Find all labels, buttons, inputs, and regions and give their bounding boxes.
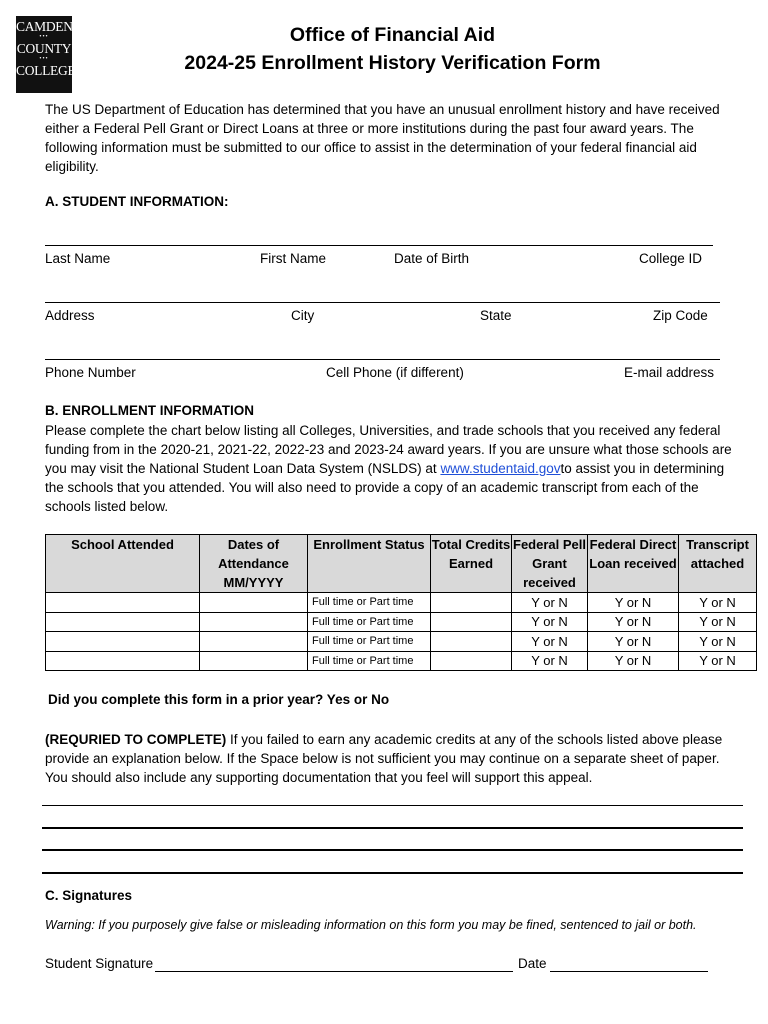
last-name-label: Last Name [45,251,111,266]
logo-text-college: COLLEGE [16,63,76,78]
warning-text: Warning: If you purposely give false or misleading information on this form you may be fined, sentenced to jail or both. [45,918,697,932]
transcript-cell[interactable]: Y or N [679,632,757,652]
section-b-heading: B. ENROLLMENT INFORMATION [45,403,254,418]
student-signature-label: Student Signature [45,956,154,971]
zip-code-label: Zip Code [653,308,708,323]
table-header-row [46,535,757,593]
credits-cell[interactable] [431,651,512,671]
direct-loan-cell[interactable]: Y or N [588,593,679,613]
table-row [46,612,757,632]
logo-dots: ••• [39,34,49,40]
direct-loan-cell[interactable]: Y or N [588,651,679,671]
date-of-birth-label: Date of Birth [394,251,470,266]
student-info-line-2[interactable] [45,302,720,303]
required-label: (REQURIED TO COMPLETE) [45,732,227,747]
table-row [46,632,757,652]
col-header-transcript: Transcript attached [679,535,757,593]
logo-text-county: COUNTY [16,41,72,56]
student-info-line-3[interactable] [45,359,720,360]
dates-cell[interactable] [200,593,308,613]
school-attended-cell[interactable] [46,612,200,632]
intro-paragraph: The US Department of Education has determined that you have an unusual enrollment history and have received either a Federal Pell Grant or Direct Loans at three or more institutions during the past four award years. The following information must be submitted to our office to assist in the determination of your federal financial aid eligibility. [45,102,720,174]
school-attended-cell[interactable] [46,651,200,671]
school-attended-cell[interactable] [46,593,200,613]
pell-grant-cell[interactable]: Y or N [512,593,588,613]
state-label: State [480,308,512,323]
table-row [46,593,757,613]
pell-grant-cell[interactable]: Y or N [512,632,588,652]
school-attended-cell[interactable] [46,632,200,652]
first-name-label: First Name [260,251,327,266]
section-c-heading: C. Signatures [45,888,133,903]
col-header-dates-of-attendance: Dates of Attendance MM/YYYY [200,535,308,593]
enrollment-table [45,534,757,671]
enrollment-status-cell[interactable]: Full time or Part time [308,612,431,632]
instructions-text-continued: to assist you in determining the schools that you attended. You will also need to provide a copy of an academic transcript from each of the schools listed below. [45,461,725,514]
pell-grant-cell[interactable]: Y or N [512,651,588,671]
studentaid-link[interactable]: www.studentaid.gov [440,461,561,476]
transcript-cell[interactable]: Y or N [679,651,757,671]
col-header-school-attended: School Attended [46,535,200,593]
transcript-cell[interactable]: Y or N [679,612,757,632]
email-address-label: E-mail address [624,365,715,380]
credits-cell[interactable] [431,632,512,652]
credits-cell[interactable] [431,593,512,613]
table-row [46,651,757,671]
dates-cell[interactable] [200,632,308,652]
col-header-pell-grant: Federal Pell Grant received [512,535,588,593]
section-a-heading: A. STUDENT INFORMATION: [45,194,229,209]
col-header-direct-loan: Federal Direct Loan received [588,535,679,593]
required-text: If you failed to earn any academic credits at any of the schools listed above please provide an explanation below. If the Space below is not sufficient you may continue on a separate sheet of paper. You should also include any supporting documentation that you feel will support this appeal. [45,732,723,785]
direct-loan-cell[interactable]: Y or N [588,632,679,652]
city-label: City [291,308,315,323]
pell-grant-cell[interactable]: Y or N [512,612,588,632]
prior-year-question: Did you complete this form in a prior year? Yes or No [48,692,390,707]
student-info-line-1[interactable] [45,245,713,246]
enrollment-status-cell[interactable]: Full time or Part time [308,593,431,613]
address-label: Address [45,308,95,323]
transcript-cell[interactable]: Y or N [679,593,757,613]
instructions-text: Please complete the chart below listing all Colleges, Universities, and trade schools that you received any federal funding from in the 2020-21, 2021-22, 2022-23 and 2023-24 award years. If you are unsure what those schools are you may visit the National Student Loan Data System (NSLDS) at [45,423,732,476]
enrollment-status-cell[interactable]: Full time or Part time [308,632,431,652]
credits-cell[interactable] [431,612,512,632]
direct-loan-cell[interactable]: Y or N [588,612,679,632]
explanation-line-4[interactable] [42,872,743,874]
logo-text-camden: CAMDEN [16,19,73,34]
phone-number-label: Phone Number [45,365,136,380]
date-line[interactable] [550,971,708,972]
col-header-enrollment-status: Enrollment Status [308,535,431,593]
form-title: 2024-25 Enrollment History Verification Form [184,52,601,74]
cell-phone-label: Cell Phone (if different) [326,365,464,380]
explanation-line-2[interactable] [42,827,743,829]
dates-cell[interactable] [200,651,308,671]
dates-cell[interactable] [200,612,308,632]
office-title: Office of Financial Aid [289,24,496,46]
college-logo [16,16,76,93]
student-signature-line[interactable] [155,971,513,972]
col-header-total-credits: Total Credits Earned [431,535,512,593]
logo-dots: ••• [39,56,49,62]
explanation-line-1[interactable] [42,805,743,806]
explanation-line-3[interactable] [42,849,743,851]
college-id-label: College ID [639,251,703,266]
enrollment-status-cell[interactable]: Full time or Part time [308,651,431,671]
enrollment-instructions [45,421,745,516]
date-label: Date [518,956,547,971]
required-explanation-paragraph [45,730,745,787]
